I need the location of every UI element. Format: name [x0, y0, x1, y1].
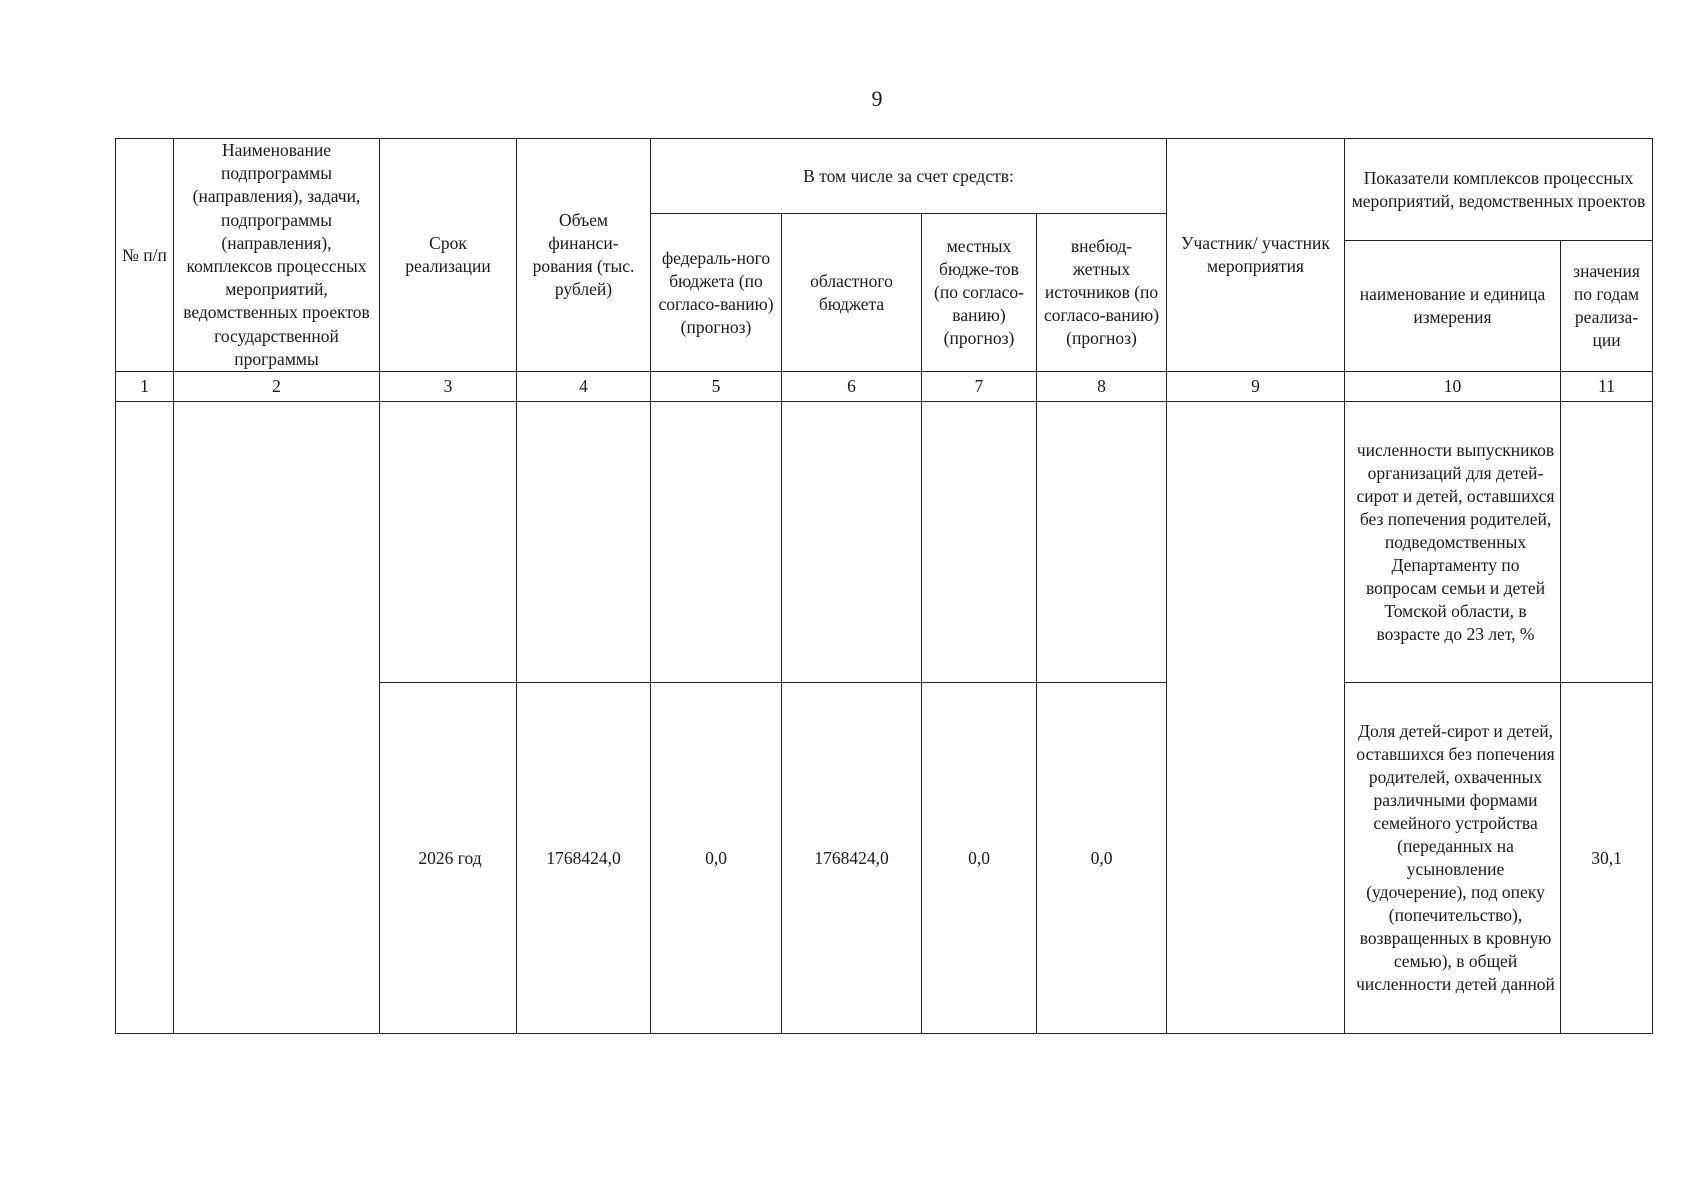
column-number: 7 [922, 372, 1037, 402]
header-volume: Объем финанси-рования (тыс. рублей) [517, 139, 651, 372]
cell-local [922, 402, 1037, 683]
cell-federal: 0,0 [651, 683, 782, 1034]
page-number: 9 [871, 86, 883, 111]
cell-num [116, 402, 174, 1034]
table-row [116, 402, 1653, 683]
cell-extra: 0,0 [1037, 683, 1167, 1034]
cell-participant [1167, 402, 1345, 1034]
column-number: 5 [651, 372, 782, 402]
header-name: Наименование подпрограммы (направления), задачи, подпрограммы (направления), комплексов процессных мероприятий, ведомственных проектов государственной программы [174, 139, 380, 372]
cell-name [174, 402, 380, 1034]
cell-period [380, 402, 517, 683]
column-number: 11 [1561, 372, 1653, 402]
column-number: 4 [517, 372, 651, 402]
cell-volume: 1768424,0 [517, 683, 651, 1034]
header-indicator-name: наименование и единица измерения [1345, 241, 1561, 372]
header-indicator-values: значения по годам реализа-ции [1561, 241, 1653, 372]
header-indicators-group: Показатели комплексов процессных мероприятий, ведомственных проектов [1345, 139, 1653, 241]
cell-extra [1037, 402, 1167, 683]
header-funds-group: В том числе за счет средств: [651, 139, 1167, 214]
header-participant: Участник/ участник мероприятия [1167, 139, 1345, 372]
header-local: местных бюдже-тов (по согласо-ванию) (прогноз) [922, 214, 1037, 372]
column-number: 10 [1345, 372, 1561, 402]
column-number: 9 [1167, 372, 1345, 402]
cell-regional: 1768424,0 [782, 683, 922, 1034]
cell-value: 30,1 [1561, 683, 1653, 1034]
header-regional: областного бюджета [782, 214, 922, 372]
cell-federal [651, 402, 782, 683]
cell-local: 0,0 [922, 683, 1037, 1034]
cell-indicator: численности выпускников организаций для детей-сирот и детей, оставшихся без попечения родителей, подведомственных Департаменту по вопросам семьи и детей Томской области, в возрасте до 23 лет, % [1345, 402, 1561, 683]
header-federal: федераль-ного бюджета (по согласо-ванию) (прогноз) [651, 214, 782, 372]
cell-value [1561, 402, 1653, 683]
column-number: 1 [116, 372, 174, 402]
column-number: 2 [174, 372, 380, 402]
column-number: 6 [782, 372, 922, 402]
header-num: № п/п [116, 139, 174, 372]
column-numbers-row [116, 372, 1653, 402]
program-table [115, 138, 1653, 1034]
column-number: 3 [380, 372, 517, 402]
header-period: Срок реализации [380, 139, 517, 372]
header-row-top [116, 139, 1653, 214]
cell-volume [517, 402, 651, 683]
cell-regional [782, 402, 922, 683]
header-extra: внебюд-жетных источников (по согласо-ванию) (прогноз) [1037, 214, 1167, 372]
column-number: 8 [1037, 372, 1167, 402]
cell-indicator: Доля детей-сирот и детей, оставшихся без попечения родителей, охваченных различными формами семейного устройства (переданных на усыновление (удочерение), под опеку (попечительство), возвращенных в кровную семью), в общей численности детей данной [1345, 683, 1561, 1034]
cell-period: 2026 год [380, 683, 517, 1034]
